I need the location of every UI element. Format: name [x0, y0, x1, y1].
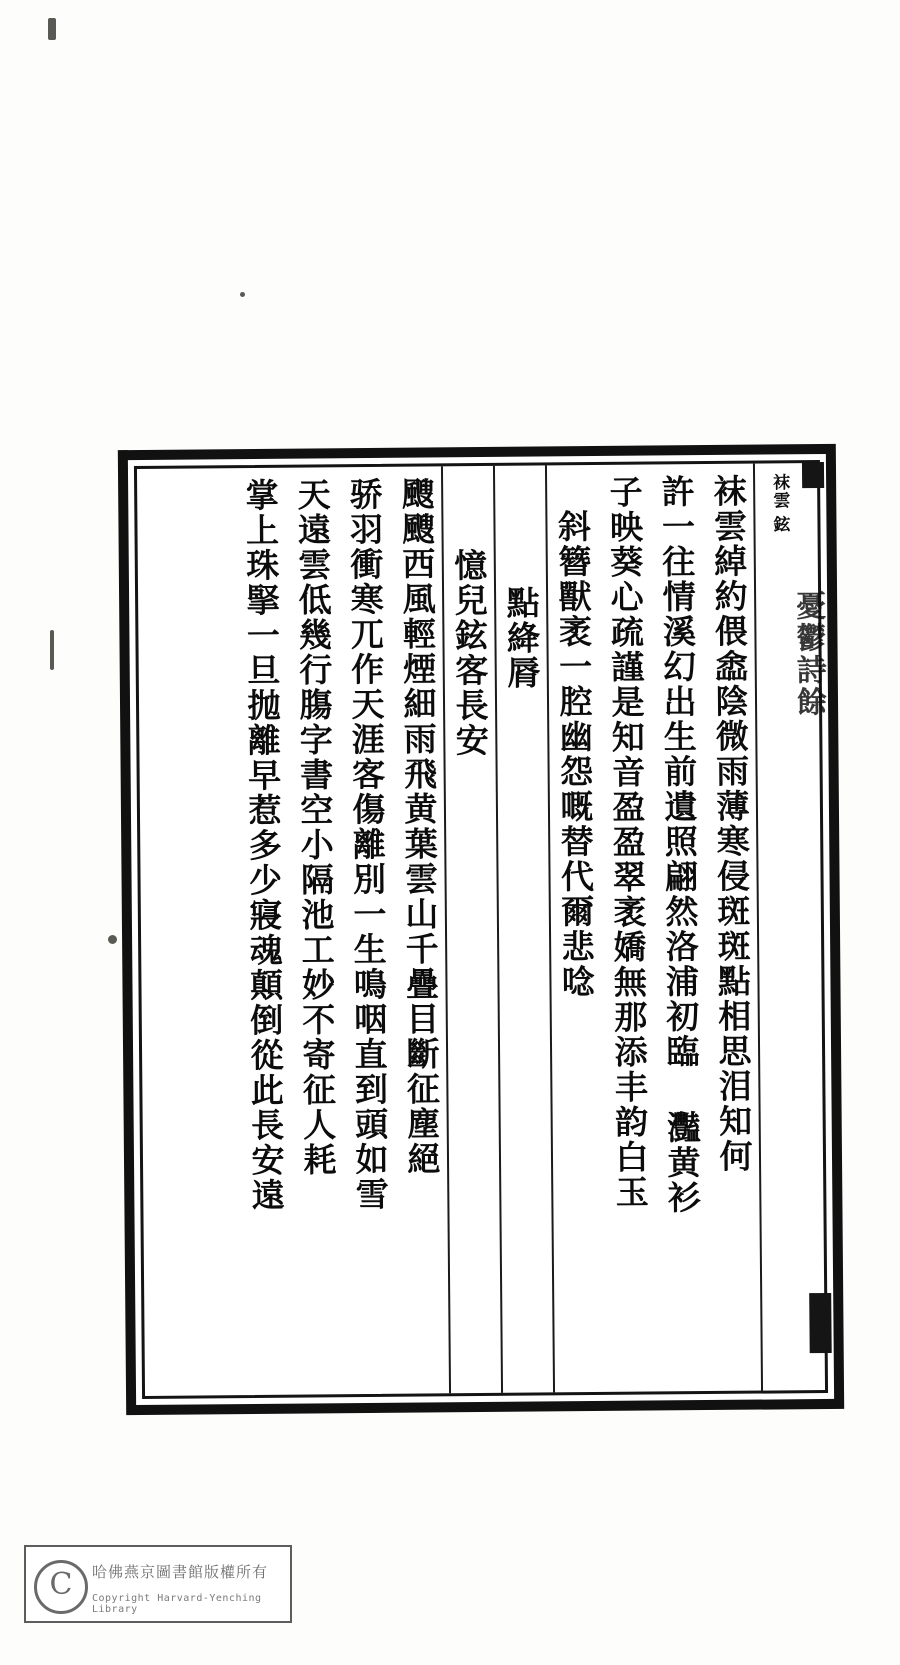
verse-line: 憶兒鉉客長安	[449, 547, 490, 759]
verse-line: 許一往情溪幻出生前遺照翩然洛浦初臨 灩黄衫	[656, 474, 702, 1216]
text-column-2	[701, 474, 761, 1383]
stamp-english-text: Copyright Harvard-Yenching Library	[92, 1593, 262, 1615]
library-copyright-stamp	[24, 1545, 292, 1623]
verse-line: 袜雲綽約偎嵞陰微雨薄寒侵斑斑點相思泪知何	[708, 473, 754, 1174]
scan-speck	[50, 630, 54, 670]
side-mark-top	[802, 462, 824, 488]
side-mark-bottom	[809, 1293, 832, 1353]
page-inner-border	[134, 460, 828, 1399]
side-banner	[770, 460, 836, 1393]
text-column-container	[149, 473, 813, 1388]
verse-line: 骄羽衝寒兀作天涯客傷離別一生鳴咽直到頭如雪	[344, 476, 390, 1213]
woodblock-page-frame	[118, 444, 844, 1415]
text-column-9	[337, 477, 397, 1386]
text-column-7	[441, 476, 501, 1385]
verse-line: 天遠雲低幾行膓字書空小隔池工妙不寄征人耗	[292, 477, 338, 1178]
verse-line: 斜簪獸袤一腔幽怨嘅替代爾悲唸	[552, 509, 597, 1000]
scan-speck	[48, 18, 56, 40]
text-column-6	[493, 475, 553, 1384]
text-column-8	[389, 476, 449, 1385]
text-column-5	[545, 475, 605, 1384]
copyright-icon: C	[34, 1560, 88, 1614]
stamp-chinese-text: 哈佛燕京圖書館版權所有	[92, 1563, 269, 1581]
scan-speck	[108, 935, 117, 944]
column-annotation: 鉉	[769, 515, 790, 534]
tune-title: 點絳脣	[501, 585, 542, 691]
scan-speck	[240, 292, 245, 297]
text-column-3	[649, 474, 709, 1383]
verse-line: 颼颼西風輕煙細雨飛黄葉雲山千疊目斷征塵絕	[396, 476, 442, 1177]
text-column-4	[597, 475, 657, 1384]
verse-line: 子映葵心疏謹是知音盈盈翠袤嬌無那添丰韵白玉	[604, 474, 650, 1210]
text-column-11	[233, 478, 293, 1387]
text-column-10	[285, 477, 345, 1386]
side-banner-text: 憂鬱詩餘	[790, 589, 827, 719]
column-title: 袜雲	[769, 473, 790, 510]
verse-line: 掌上珠掔一旦抛離早惹多少寢魂顛倒從此長安遠	[240, 477, 286, 1214]
